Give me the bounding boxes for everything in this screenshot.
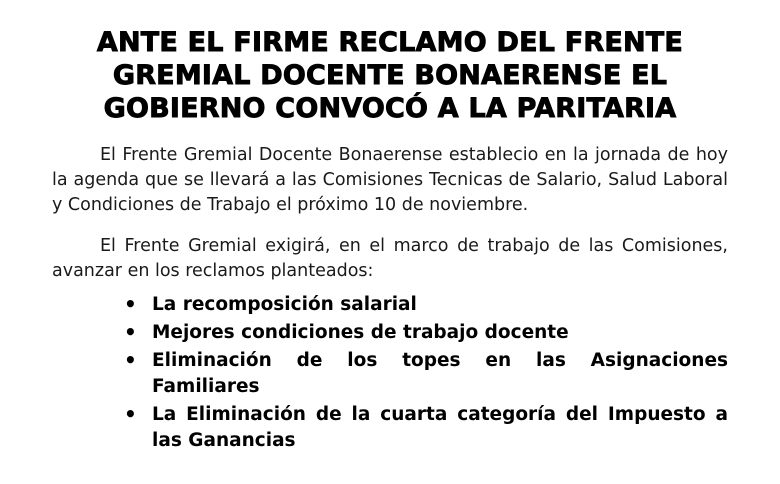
page-title — [52, 26, 728, 125]
list-item: • La Eliminación de la cuarta categoría del Impuesto a las Ganancias — [124, 402, 728, 454]
demands-list — [52, 292, 728, 454]
page-title-line-1: ANTE EL FIRME RECLAMO DEL FRENTE — [96, 27, 684, 58]
page-title-line-3: GOBIERNO CONVOCÓ A LA PARITARIA — [103, 93, 677, 124]
list-item: • Eliminación de los topes en las Asignaciones Familiares — [124, 348, 728, 400]
document-body — [52, 143, 728, 454]
page-title-line-2: GREMIAL DOCENTE BONAERENSE EL — [112, 60, 668, 91]
list-item: • La recomposición salarial — [124, 292, 728, 318]
list-item: • Mejores condiciones de trabajo docente — [124, 320, 728, 346]
paragraph-demands-intro: El Frente Gremial exigirá, en el marco de trabajo de las Comisiones, avanzar en los reclamos planteados: — [52, 236, 728, 281]
paragraph-agenda: El Frente Gremial Docente Bonaerense establecio en la jornada de hoy la agenda que se llevará a las Comisiones Tecnicas de Salario, Salud Laboral y Condiciones de Trabajo el próximo 10 de noviembre. — [52, 145, 728, 215]
